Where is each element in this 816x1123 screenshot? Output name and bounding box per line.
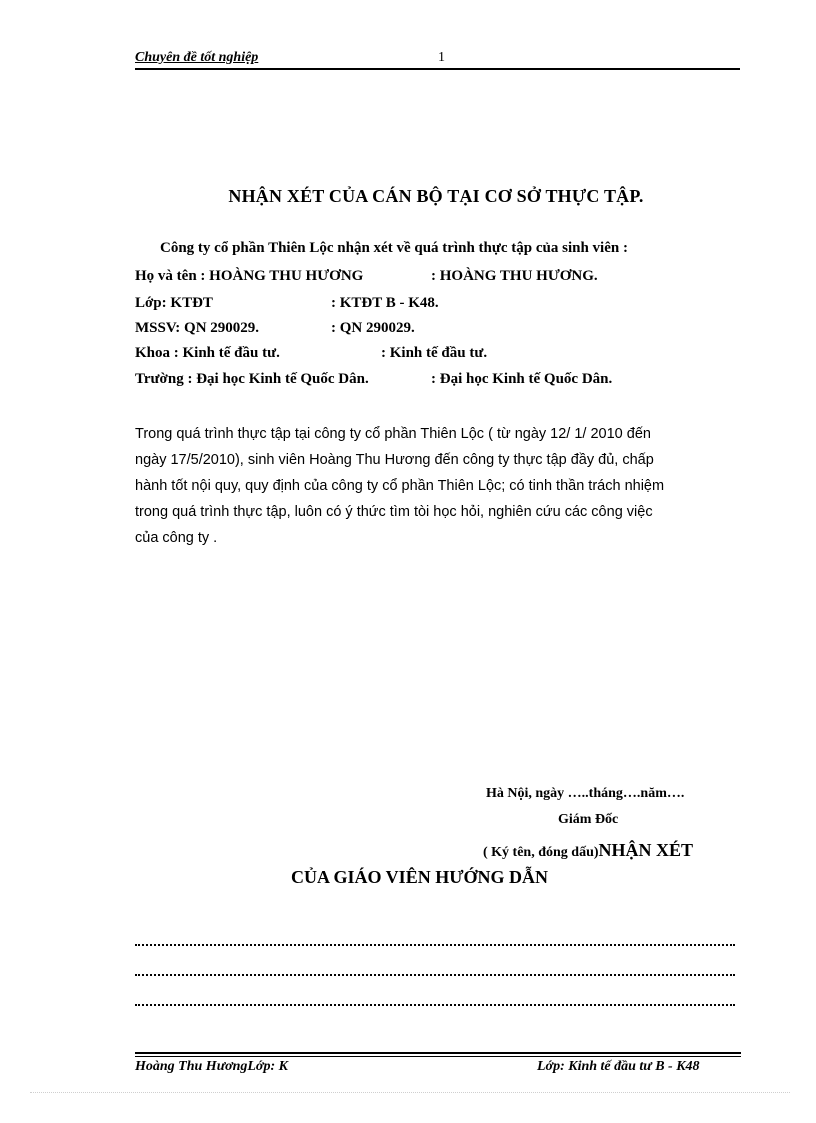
info-value: : HOÀNG THU HƯƠNG. (431, 268, 598, 284)
evaluation-line: trong quá trình thực tập, luôn có ý thức tìm tòi học hỏi, nghiên cứu các công việc (135, 504, 653, 520)
comment-line (135, 958, 735, 976)
signature-date: Hà Nội, ngày …..tháng….năm…. (486, 786, 685, 801)
evaluation-line: Trong quá trình thực tập tại công ty cổ phần Thiên Lộc ( từ ngày 12/ 1/ 2010 đến (135, 426, 651, 442)
comment-line (135, 928, 735, 946)
main-title: NHẬN XÉT CỦA CÁN BỘ TẠI CƠ SỞ THỰC TẬP. (228, 186, 644, 206)
info-line-class (135, 295, 439, 312)
info-line-name (135, 268, 598, 285)
info-label: Trường : Đại học Kinh tế Quốc Dân. (135, 371, 369, 387)
info-value: : QN 290029. (331, 320, 415, 336)
footer-rule (135, 1052, 741, 1054)
comment-line (135, 988, 735, 1006)
intro-text: Công ty cổ phần Thiên Lộc nhận xét về quá trình thực tập của sinh viên : (160, 240, 628, 256)
evaluation-line: hành tốt nội quy, quy định của công ty cổ phần Thiên Lộc; có tinh thần trách nhiệm (135, 478, 665, 494)
info-line-school (135, 371, 613, 388)
footer-rule-thin (135, 1056, 741, 1057)
info-value: : KTĐT B - K48. (331, 295, 439, 311)
advisor-title: CỦA GIÁO VIÊN HƯỚNG DẪN (291, 867, 549, 887)
signature-role: Giám Đốc (558, 812, 619, 827)
footer-right: Lớp: Kinh tế đầu tư B - K48 (537, 1059, 700, 1074)
page-boundary (30, 1092, 790, 1093)
header-title: Chuyên đề tốt nghiệp (135, 50, 259, 65)
info-label: MSSV: QN 290029. (135, 320, 260, 336)
evaluation-line: ngày 17/5/2010), sinh viên Hoàng Thu Hương đến công ty thực tập đầy đủ, chấp (135, 452, 654, 468)
info-line-faculty (135, 345, 488, 362)
info-label: Lớp: KTĐT (135, 295, 213, 311)
page-number: 1 (438, 50, 445, 65)
signature-instruction: ( Ký tên, đóng dấu) (483, 845, 599, 860)
info-label: Họ và tên : HOÀNG THU HƯƠNG (135, 268, 364, 284)
info-value: : Đại học Kinh tế Quốc Dân. (431, 371, 613, 387)
signature-note (483, 840, 693, 861)
footer-left: Hoàng Thu HươngLớp: K (135, 1059, 288, 1074)
inline-heading: NHẬN XÉT (598, 840, 694, 860)
evaluation-line: của công ty . (135, 530, 218, 546)
info-value: : Kinh tế đầu tư. (381, 345, 488, 361)
evaluation-paragraph (135, 421, 745, 551)
info-label: Khoa : Kinh tế đầu tư. (135, 345, 280, 361)
page-header (135, 48, 740, 70)
info-line-student-id (135, 320, 415, 337)
